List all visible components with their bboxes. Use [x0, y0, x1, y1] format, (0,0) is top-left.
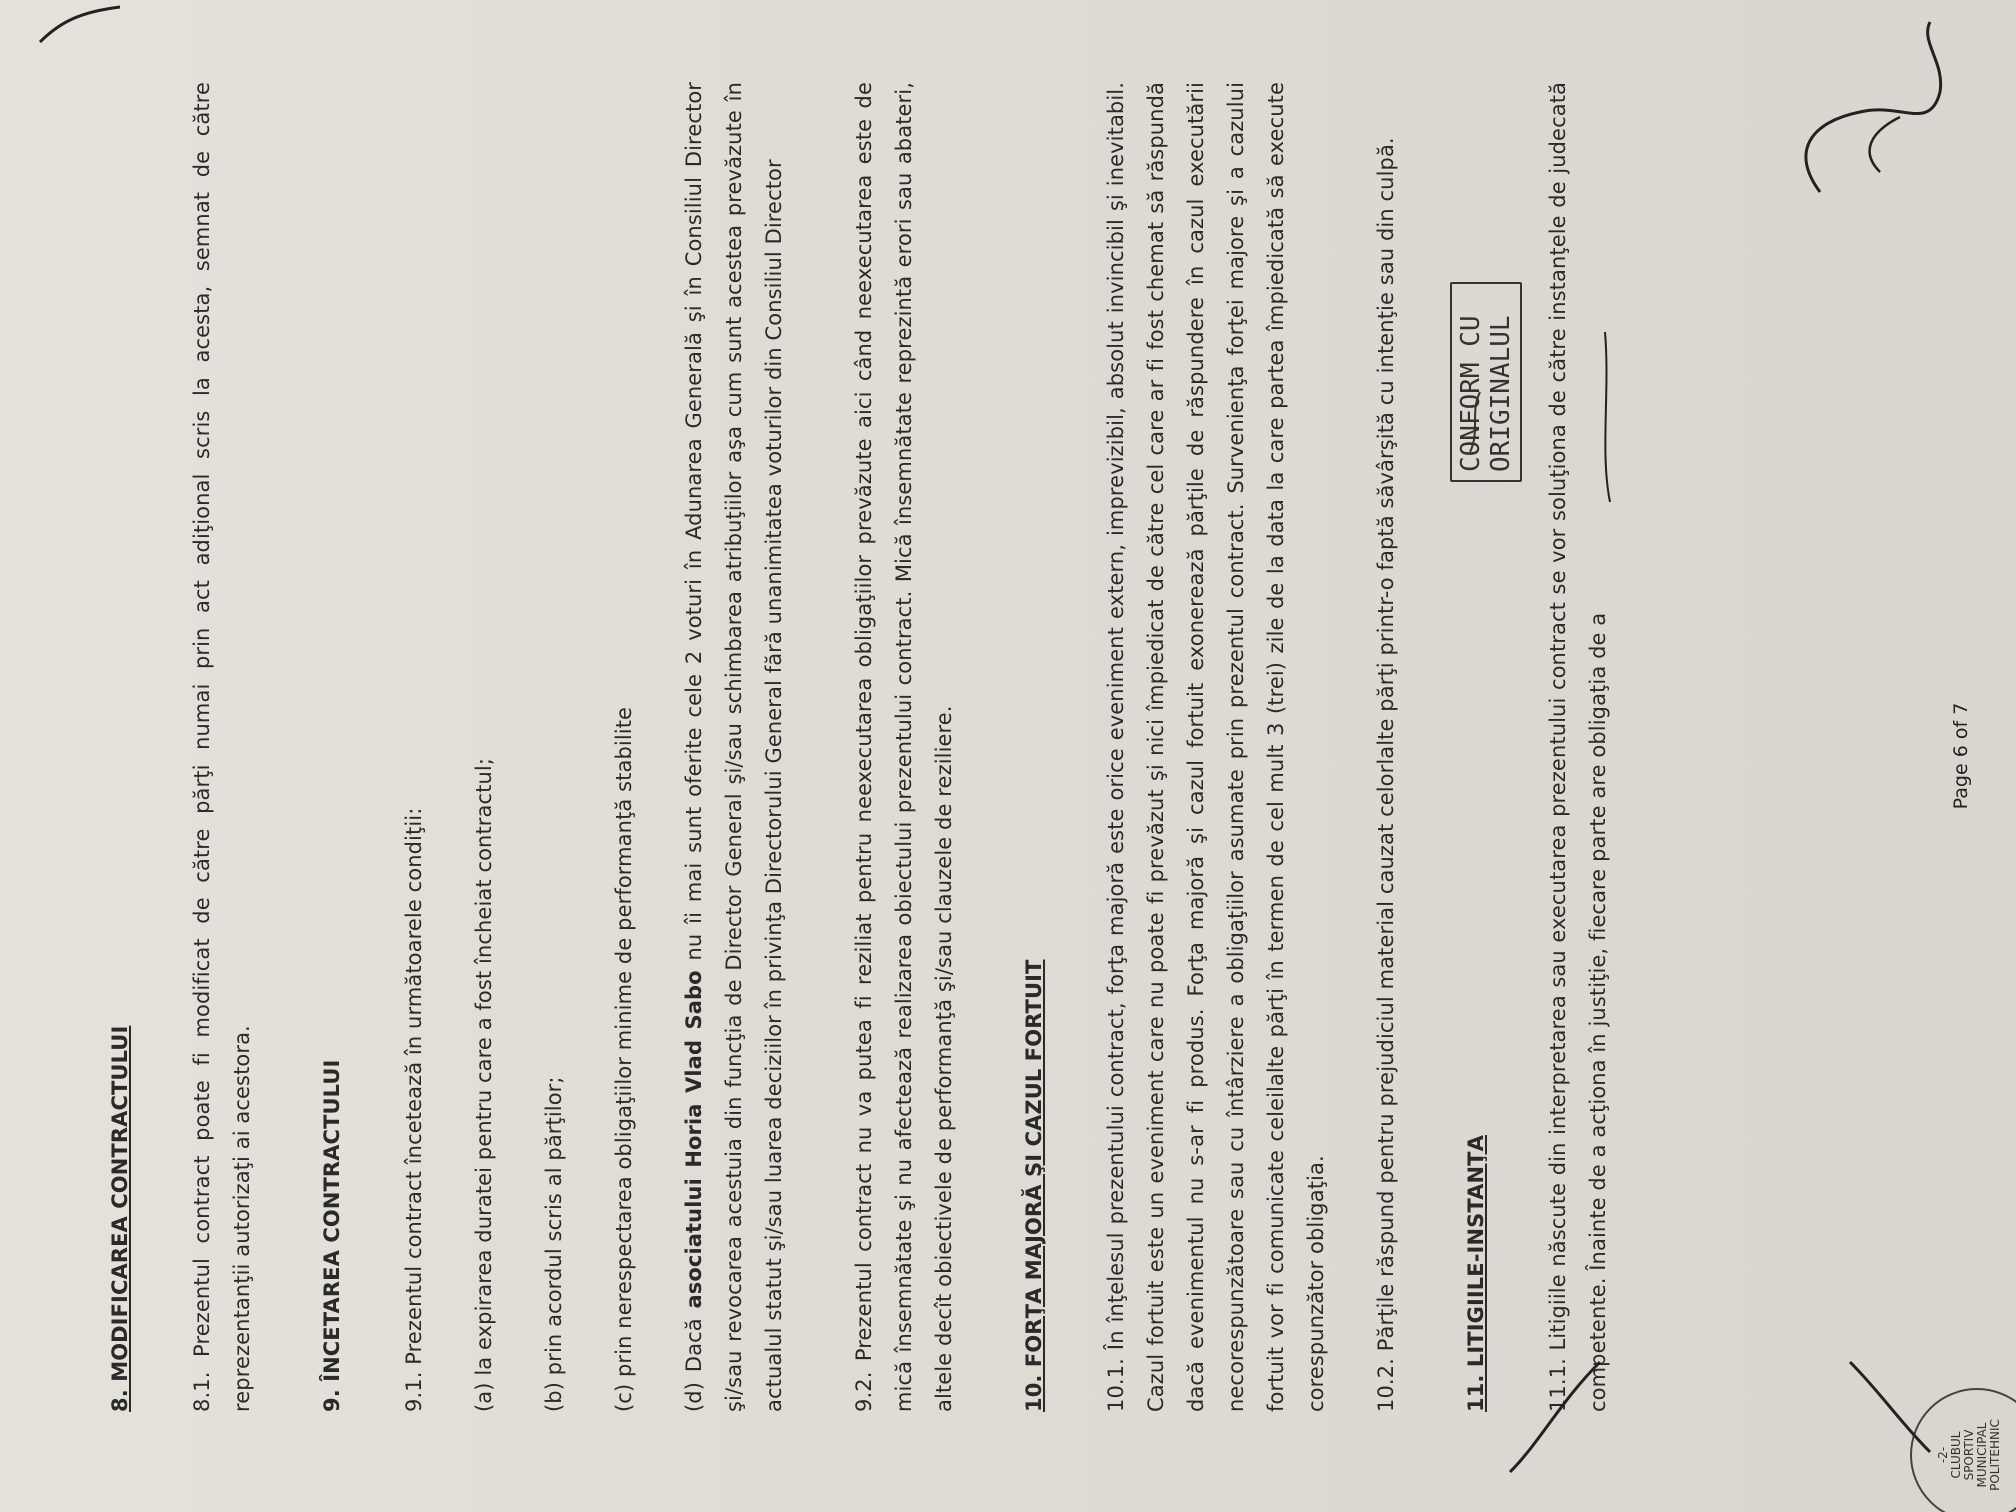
stamp-line-2: ORIGINALUL: [1486, 315, 1516, 472]
clause-9-1-d-name: asociatului Horia Vlad Sabo: [682, 970, 706, 1309]
clause-9-1-d-prefix: (d) Dacă: [682, 1308, 706, 1412]
clause-9-1-a: (a) la expirarea duratei pentru care a fost încheiat contractul;: [472, 758, 496, 1412]
page-footer: [1950, 0, 1972, 1512]
section-11-heading: 11. LITIGIILE-INSTANŢA: [1464, 1135, 1488, 1412]
page-content: [100, 82, 1668, 1412]
clause-9-1-d-text: nu îi mai sunt oferite cele 2 voturi în Adunarea Generală şi în Consiliul Director şi/sau revocarea acestuia din funcţia de Director General şi/sau schimbarea atribuţiilor aşa cum sunt acestea prevăzute în actualul statut şi/sau luarea deciziilor în privinţa Directorului General fără unanimitatea voturilor din Consiliul Director: [682, 82, 786, 1412]
signature-stroke: [1806, 22, 1941, 192]
stamp-line-1: CONFORM CU: [1456, 315, 1486, 472]
section-8-heading: 8. MODIFICAREA CONTRACTULUI: [108, 1025, 132, 1412]
clause-9-1-c: (c) prin nerespectarea obligaţiilor minime de performanţă stabilite: [612, 706, 636, 1412]
seal-line-5: POLITEHNIC: [1988, 1419, 2002, 1491]
clause-8-1: 8.1. Prezentul contract poate fi modificat de către părţi numai prin act adiţional scris la acesta, semnat de către reprezentanţii autorizaţi ai acestora.: [190, 82, 254, 1412]
clause-9-2: 9.2. Prezentul contract nu va putea fi reziliat pentru neexecutarea obligaţiilor prevăzute aici când neexecutarea este de mică însemnătate şi nu afectează realizarea obiectului prezentului contract. Mică însemnătate reprezintă erori sau abateri, altele decît obiectivele de performanţă şi/sau clauzele de reziliere.: [852, 82, 956, 1412]
clause-10-1: 10.1. În înţelesul prezentului contract, forţa majoră este orice eveniment extern, imprevizibil, absolut invincibil şi inevitabil. Cazul fortuit este un eveniment care nu poate fi prevăzut şi nici împiedicat de către cel care ar fi fost chemat să răspundă dacă evenimentul nu s-ar fi produs. Forţa majoră şi cazul fortuit exonerează părţile de răspundere în cazul executării necorespunzătoare sau cu întârziere a obligaţiilor asumate prin prezentul contract. Survenienţa forţei majore şi a cazului fortuit vor fi comunicate celeilalte părţi în termen de cel mult 3 (trei) zile de la data la care partea împiedicată să execute corespunzător obligaţia.: [1104, 82, 1328, 1412]
clause-10-2: 10.2. Părţile răspund pentru prejudiciul material cauzat celorlalte părţi printr-o faptă săvârşită cu intenţie sau din culpă.: [1374, 137, 1398, 1412]
seal-line-2: CLUBUL: [1949, 1431, 1963, 1479]
section-9-heading: 9. ÎNCETAREA CONTRACTULUI: [320, 1059, 344, 1412]
seal-text: [1937, 1408, 2002, 1502]
clause-9-1-b: (b) prin acordul scris al părţilor;: [542, 1076, 566, 1412]
clause-11-1: 11.1. Litigiile născute din interpretarea sau executarea prezentului contract se vor soluţiona de către instanţele de judecată competente. Înainte de a acţiona în justiţie, fiecare parte are obligaţia de a: [1546, 82, 1610, 1412]
section-10-heading: 10. FORŢA MAJORĂ ŞI CAZUL FORTUIT: [1022, 959, 1046, 1412]
page-number: Page 6 of 7: [1950, 702, 1972, 810]
club-seal: [1910, 1388, 2016, 1512]
seal-line-4: MUNICIPAL: [1975, 1422, 1989, 1488]
seal-line-3: SPORTIV: [1962, 1429, 1976, 1481]
signature-stroke: [40, 7, 120, 42]
clause-9-1-d: [674, 82, 794, 1412]
signature-stroke: [1870, 117, 1900, 172]
seal-line-1: -2-: [1936, 1446, 1950, 1464]
conform-original-stamp: [1450, 282, 1522, 482]
clause-9-1: 9.1. Prezentul contract încetează în următoarele condiţii:: [402, 807, 426, 1412]
